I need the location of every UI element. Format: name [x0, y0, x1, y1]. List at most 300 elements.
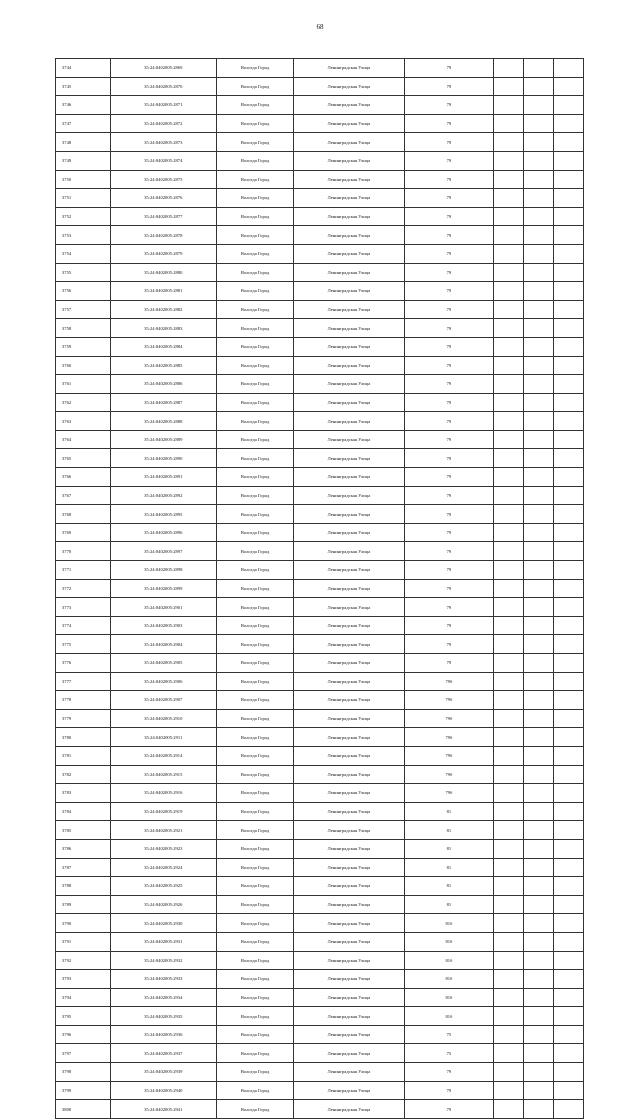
row-number-cell: 3767: [56, 486, 111, 505]
street-cell: Ленинградская Улица: [294, 1100, 404, 1119]
city-cell: Вологда Город: [216, 77, 293, 96]
empty-cell-2: [524, 505, 554, 524]
cadastral-number-cell: 35:24:0402005:2914: [110, 746, 216, 765]
house-number-cell: 79б: [404, 746, 494, 765]
empty-cell-2: [524, 337, 554, 356]
empty-cell-3: [554, 802, 584, 821]
city-cell: Вологда Город: [216, 356, 293, 375]
empty-cell-2: [524, 691, 554, 710]
empty-cell-2: [524, 282, 554, 301]
table-row: [56, 709, 584, 728]
page-number: 68: [316, 23, 324, 31]
empty-cell-2: [524, 412, 554, 431]
row-number-cell: 3791: [56, 932, 111, 951]
street-cell: Ленинградская Улица: [294, 542, 404, 561]
empty-cell-2: [524, 635, 554, 654]
cadastral-number-cell: 35:24:0402005:2896: [110, 523, 216, 542]
empty-cell-1: [494, 244, 524, 263]
city-cell: Вологда Город: [216, 1081, 293, 1100]
empty-cell-1: [494, 189, 524, 208]
table-row: [56, 1025, 584, 1044]
house-number-cell: 79: [404, 319, 494, 338]
cadastral-number-cell: 35:24:0402005:2936: [110, 1025, 216, 1044]
cadastral-number-cell: 35:24:0402005:2916: [110, 784, 216, 803]
row-number-cell: 3790: [56, 914, 111, 933]
empty-cell-1: [494, 412, 524, 431]
table-row: [56, 746, 584, 765]
street-cell: Ленинградская Улица: [294, 300, 404, 319]
table-row: [56, 691, 584, 710]
row-number-cell: 3744: [56, 59, 111, 78]
house-number-cell: 79: [404, 244, 494, 263]
empty-cell-1: [494, 133, 524, 152]
street-cell: Ленинградская Улица: [294, 877, 404, 896]
street-cell: Ленинградская Улица: [294, 839, 404, 858]
empty-cell-1: [494, 449, 524, 468]
cadastral-number-cell: 35:24:0402005:2889: [110, 430, 216, 449]
cadastral-number-cell: 35:24:0402005:2932: [110, 951, 216, 970]
empty-cell-1: [494, 430, 524, 449]
house-number-cell: 81: [404, 839, 494, 858]
cadastral-number-cell: 35:24:0402005:2923: [110, 839, 216, 858]
street-cell: Ленинградская Улица: [294, 189, 404, 208]
street-cell: Ленинградская Улица: [294, 337, 404, 356]
table-row: [56, 468, 584, 487]
city-cell: Вологда Город: [216, 802, 293, 821]
cadastral-number-cell: 35:24:0402005:2935: [110, 1007, 216, 1026]
house-number-cell: 79: [404, 561, 494, 580]
row-number-cell: 3785: [56, 821, 111, 840]
city-cell: Вологда Город: [216, 1100, 293, 1119]
cadastral-number-cell: 35:24:0402005:2940: [110, 1081, 216, 1100]
empty-cell-2: [524, 579, 554, 598]
empty-cell-1: [494, 654, 524, 673]
row-number-cell: 3778: [56, 691, 111, 710]
empty-cell-3: [554, 133, 584, 152]
empty-cell-2: [524, 449, 554, 468]
city-cell: Вологда Город: [216, 337, 293, 356]
empty-cell-3: [554, 1044, 584, 1063]
cadastral-number-cell: 35:24:0402005:2930: [110, 914, 216, 933]
empty-cell-3: [554, 951, 584, 970]
empty-cell-3: [554, 59, 584, 78]
city-cell: Вологда Город: [216, 412, 293, 431]
row-number-cell: 3749: [56, 151, 111, 170]
empty-cell-1: [494, 561, 524, 580]
empty-cell-2: [524, 77, 554, 96]
empty-cell-2: [524, 598, 554, 617]
table-row: [56, 1007, 584, 1026]
empty-cell-1: [494, 542, 524, 561]
cadastral-number-cell: 35:24:0402005:2880: [110, 263, 216, 282]
empty-cell-2: [524, 654, 554, 673]
empty-cell-1: [494, 579, 524, 598]
house-number-cell: 79: [404, 59, 494, 78]
empty-cell-3: [554, 988, 584, 1007]
empty-cell-2: [524, 765, 554, 784]
empty-cell-1: [494, 59, 524, 78]
street-cell: Ленинградская Улица: [294, 821, 404, 840]
city-cell: Вологда Город: [216, 914, 293, 933]
empty-cell-2: [524, 375, 554, 394]
empty-cell-3: [554, 970, 584, 989]
empty-cell-1: [494, 1100, 524, 1119]
cadastral-number-cell: 35:24:0402005:2926: [110, 895, 216, 914]
row-number-cell: 3759: [56, 337, 111, 356]
street-cell: Ленинградская Улица: [294, 635, 404, 654]
house-number-cell: 81: [404, 802, 494, 821]
empty-cell-1: [494, 77, 524, 96]
row-number-cell: 3784: [56, 802, 111, 821]
cadastral-number-cell: 35:24:0402005:2939: [110, 1063, 216, 1082]
empty-cell-1: [494, 1007, 524, 1026]
row-number-cell: 3764: [56, 430, 111, 449]
empty-cell-2: [524, 244, 554, 263]
empty-cell-3: [554, 263, 584, 282]
empty-cell-2: [524, 561, 554, 580]
empty-cell-1: [494, 505, 524, 524]
table-row: [56, 282, 584, 301]
cadastral-number-cell: 35:24:0402005:2877: [110, 207, 216, 226]
house-number-cell: 79: [404, 337, 494, 356]
city-cell: Вологда Город: [216, 579, 293, 598]
empty-cell-1: [494, 207, 524, 226]
empty-cell-3: [554, 244, 584, 263]
table-row: [56, 486, 584, 505]
empty-cell-1: [494, 282, 524, 301]
house-number-cell: 79б: [404, 672, 494, 691]
city-cell: Вологда Город: [216, 839, 293, 858]
empty-cell-3: [554, 746, 584, 765]
empty-cell-3: [554, 393, 584, 412]
city-cell: Вологда Город: [216, 616, 293, 635]
empty-cell-2: [524, 1044, 554, 1063]
cadastral-number-cell: 35:24:0402005:2887: [110, 393, 216, 412]
cadastral-number-cell: 35:24:0402005:2904: [110, 635, 216, 654]
table-row: [56, 114, 584, 133]
street-cell: Ленинградская Улица: [294, 77, 404, 96]
table-row: [56, 635, 584, 654]
house-number-cell: 79: [404, 1081, 494, 1100]
house-number-cell: 79: [404, 356, 494, 375]
house-number-cell: 79: [404, 505, 494, 524]
city-cell: Вологда Город: [216, 821, 293, 840]
cadastral-number-cell: 35:24:0402005:2901: [110, 598, 216, 617]
row-number-cell: 3800: [56, 1100, 111, 1119]
city-cell: Вологда Город: [216, 523, 293, 542]
empty-cell-3: [554, 114, 584, 133]
street-cell: Ленинградская Улица: [294, 244, 404, 263]
city-cell: Вологда Город: [216, 858, 293, 877]
empty-cell-3: [554, 523, 584, 542]
table-row: [56, 207, 584, 226]
table-row: [56, 1081, 584, 1100]
table-row: [56, 914, 584, 933]
city-cell: Вологда Город: [216, 765, 293, 784]
street-cell: Ленинградская Улица: [294, 914, 404, 933]
empty-cell-1: [494, 970, 524, 989]
table-row: [56, 59, 584, 78]
cadastral-number-cell: 35:24:0402005:2876: [110, 189, 216, 208]
street-cell: Ленинградская Улица: [294, 505, 404, 524]
city-cell: Вологда Город: [216, 505, 293, 524]
house-number-cell: 79: [404, 114, 494, 133]
table-row: [56, 189, 584, 208]
city-cell: Вологда Город: [216, 746, 293, 765]
street-cell: Ленинградская Улица: [294, 895, 404, 914]
street-cell: Ленинградская Улица: [294, 932, 404, 951]
row-number-cell: 3775: [56, 635, 111, 654]
empty-cell-3: [554, 375, 584, 394]
city-cell: Вологда Город: [216, 207, 293, 226]
empty-cell-3: [554, 468, 584, 487]
street-cell: Ленинградская Улица: [294, 579, 404, 598]
empty-cell-2: [524, 486, 554, 505]
street-cell: Ленинградская Улица: [294, 709, 404, 728]
empty-cell-2: [524, 709, 554, 728]
empty-cell-2: [524, 542, 554, 561]
cadastral-number-cell: 35:24:0402005:2885: [110, 356, 216, 375]
city-cell: Вологда Город: [216, 393, 293, 412]
street-cell: Ленинградская Улица: [294, 375, 404, 394]
row-number-cell: 3766: [56, 468, 111, 487]
table-row: [56, 505, 584, 524]
street-cell: Ленинградская Улица: [294, 151, 404, 170]
cadastral-number-cell: 35:24:0402005:2882: [110, 300, 216, 319]
house-number-cell: 79б: [404, 709, 494, 728]
row-number-cell: 3795: [56, 1007, 111, 1026]
city-cell: Вологда Город: [216, 468, 293, 487]
empty-cell-1: [494, 523, 524, 542]
house-number-cell: 79: [404, 486, 494, 505]
empty-cell-1: [494, 839, 524, 858]
row-number-cell: 3776: [56, 654, 111, 673]
city-cell: Вологда Город: [216, 375, 293, 394]
house-number-cell: 75: [404, 1044, 494, 1063]
street-cell: Ленинградская Улица: [294, 263, 404, 282]
street-cell: Ленинградская Улица: [294, 1081, 404, 1100]
table-row: [56, 561, 584, 580]
house-number-cell: 79: [404, 375, 494, 394]
street-cell: Ленинградская Улица: [294, 765, 404, 784]
empty-cell-1: [494, 877, 524, 896]
city-cell: Вологда Город: [216, 449, 293, 468]
row-number-cell: 3788: [56, 877, 111, 896]
table-row: [56, 858, 584, 877]
cadastral-number-cell: 35:24:0402005:2871: [110, 96, 216, 115]
table-row: [56, 77, 584, 96]
house-number-cell: 79: [404, 412, 494, 431]
table-row: [56, 449, 584, 468]
house-number-cell: 79: [404, 1100, 494, 1119]
cadastral-number-cell: 35:24:0402005:2872: [110, 114, 216, 133]
house-number-cell: 81: [404, 858, 494, 877]
street-cell: Ленинградская Улица: [294, 356, 404, 375]
cadastral-number-cell: 35:24:0402005:2941: [110, 1100, 216, 1119]
table-body: [56, 59, 584, 1119]
empty-cell-3: [554, 412, 584, 431]
city-cell: Вологда Город: [216, 114, 293, 133]
house-number-cell: 79: [404, 579, 494, 598]
empty-cell-3: [554, 189, 584, 208]
house-number-cell: 81б: [404, 970, 494, 989]
city-cell: Вологда Город: [216, 784, 293, 803]
row-number-cell: 3780: [56, 728, 111, 747]
empty-cell-1: [494, 263, 524, 282]
city-cell: Вологда Город: [216, 151, 293, 170]
row-number-cell: 3797: [56, 1044, 111, 1063]
empty-cell-1: [494, 300, 524, 319]
cadastral-number-cell: 35:24:0402005:2881: [110, 282, 216, 301]
row-number-cell: 3752: [56, 207, 111, 226]
street-cell: Ленинградская Улица: [294, 598, 404, 617]
empty-cell-1: [494, 802, 524, 821]
empty-cell-2: [524, 207, 554, 226]
empty-cell-2: [524, 672, 554, 691]
row-number-cell: 3751: [56, 189, 111, 208]
empty-cell-1: [494, 932, 524, 951]
house-number-cell: 79: [404, 635, 494, 654]
house-number-cell: 79: [404, 1063, 494, 1082]
empty-cell-2: [524, 430, 554, 449]
city-cell: Вологда Город: [216, 1007, 293, 1026]
empty-cell-3: [554, 319, 584, 338]
row-number-cell: 3755: [56, 263, 111, 282]
house-number-cell: 79: [404, 170, 494, 189]
empty-cell-1: [494, 486, 524, 505]
house-number-cell: 79б: [404, 765, 494, 784]
house-number-cell: 79б: [404, 691, 494, 710]
house-number-cell: 79: [404, 616, 494, 635]
empty-cell-2: [524, 1025, 554, 1044]
city-cell: Вологда Город: [216, 542, 293, 561]
table-row: [56, 654, 584, 673]
table-row: [56, 970, 584, 989]
empty-cell-2: [524, 1007, 554, 1026]
street-cell: Ленинградская Улица: [294, 412, 404, 431]
house-number-cell: 79: [404, 151, 494, 170]
cadastral-number-cell: 35:24:0402005:2906: [110, 672, 216, 691]
table-row: [56, 542, 584, 561]
empty-cell-1: [494, 988, 524, 1007]
row-number-cell: 3789: [56, 895, 111, 914]
row-number-cell: 3787: [56, 858, 111, 877]
table-row: [56, 877, 584, 896]
cadastral-number-cell: 35:24:0402005:2907: [110, 691, 216, 710]
row-number-cell: 3753: [56, 226, 111, 245]
empty-cell-1: [494, 1063, 524, 1082]
street-cell: Ленинградская Улица: [294, 1007, 404, 1026]
empty-cell-3: [554, 821, 584, 840]
empty-cell-3: [554, 654, 584, 673]
table-row: [56, 728, 584, 747]
row-number-cell: 3798: [56, 1063, 111, 1082]
row-number-cell: 3796: [56, 1025, 111, 1044]
empty-cell-3: [554, 226, 584, 245]
row-number-cell: 3762: [56, 393, 111, 412]
house-number-cell: 79: [404, 449, 494, 468]
street-cell: Ленинградская Улица: [294, 970, 404, 989]
empty-cell-3: [554, 784, 584, 803]
street-cell: Ленинградская Улица: [294, 486, 404, 505]
table-row: [56, 951, 584, 970]
empty-cell-1: [494, 821, 524, 840]
empty-cell-3: [554, 337, 584, 356]
house-number-cell: 81б: [404, 1007, 494, 1026]
city-cell: Вологда Город: [216, 96, 293, 115]
street-cell: Ленинградская Улица: [294, 207, 404, 226]
table-row: [56, 393, 584, 412]
street-cell: Ленинградская Улица: [294, 784, 404, 803]
row-number-cell: 3750: [56, 170, 111, 189]
house-number-cell: 79б: [404, 784, 494, 803]
table-row: [56, 133, 584, 152]
empty-cell-2: [524, 728, 554, 747]
empty-cell-1: [494, 672, 524, 691]
house-number-cell: 79: [404, 598, 494, 617]
table-row: [56, 598, 584, 617]
empty-cell-3: [554, 1081, 584, 1100]
street-cell: Ленинградская Улица: [294, 430, 404, 449]
empty-cell-2: [524, 877, 554, 896]
empty-cell-1: [494, 1025, 524, 1044]
city-cell: Вологда Город: [216, 561, 293, 580]
table-row: [56, 430, 584, 449]
city-cell: Вологда Город: [216, 189, 293, 208]
table-row: [56, 784, 584, 803]
empty-cell-2: [524, 114, 554, 133]
table-row: [56, 1100, 584, 1119]
cadastral-number-cell: 35:24:0402005:2874: [110, 151, 216, 170]
empty-cell-3: [554, 77, 584, 96]
street-cell: Ленинградская Улица: [294, 449, 404, 468]
empty-cell-3: [554, 765, 584, 784]
empty-cell-3: [554, 282, 584, 301]
empty-cell-2: [524, 170, 554, 189]
row-number-cell: 3758: [56, 319, 111, 338]
empty-cell-1: [494, 784, 524, 803]
table-row: [56, 523, 584, 542]
row-number-cell: 3777: [56, 672, 111, 691]
row-number-cell: 3756: [56, 282, 111, 301]
table-row: [56, 337, 584, 356]
empty-cell-3: [554, 635, 584, 654]
city-cell: Вологда Город: [216, 226, 293, 245]
table-row: [56, 988, 584, 1007]
house-number-cell: 79: [404, 226, 494, 245]
empty-cell-2: [524, 746, 554, 765]
empty-cell-1: [494, 914, 524, 933]
empty-cell-1: [494, 356, 524, 375]
row-number-cell: 3792: [56, 951, 111, 970]
street-cell: Ленинградская Улица: [294, 226, 404, 245]
cadastral-number-cell: 35:24:0402005:2915: [110, 765, 216, 784]
empty-cell-2: [524, 226, 554, 245]
table-row: [56, 319, 584, 338]
cadastral-number-cell: 35:24:0402005:2869: [110, 59, 216, 78]
house-number-cell: 81: [404, 877, 494, 896]
street-cell: Ленинградская Улица: [294, 728, 404, 747]
cadastral-number-cell: 35:24:0402005:2910: [110, 709, 216, 728]
row-number-cell: 3799: [56, 1081, 111, 1100]
table-row: [56, 1044, 584, 1063]
city-cell: Вологда Город: [216, 170, 293, 189]
empty-cell-3: [554, 170, 584, 189]
cadastral-number-cell: 35:24:0402005:2898: [110, 561, 216, 580]
empty-cell-2: [524, 970, 554, 989]
house-number-cell: 79: [404, 468, 494, 487]
cadastral-number-cell: 35:24:0402005:2879: [110, 244, 216, 263]
